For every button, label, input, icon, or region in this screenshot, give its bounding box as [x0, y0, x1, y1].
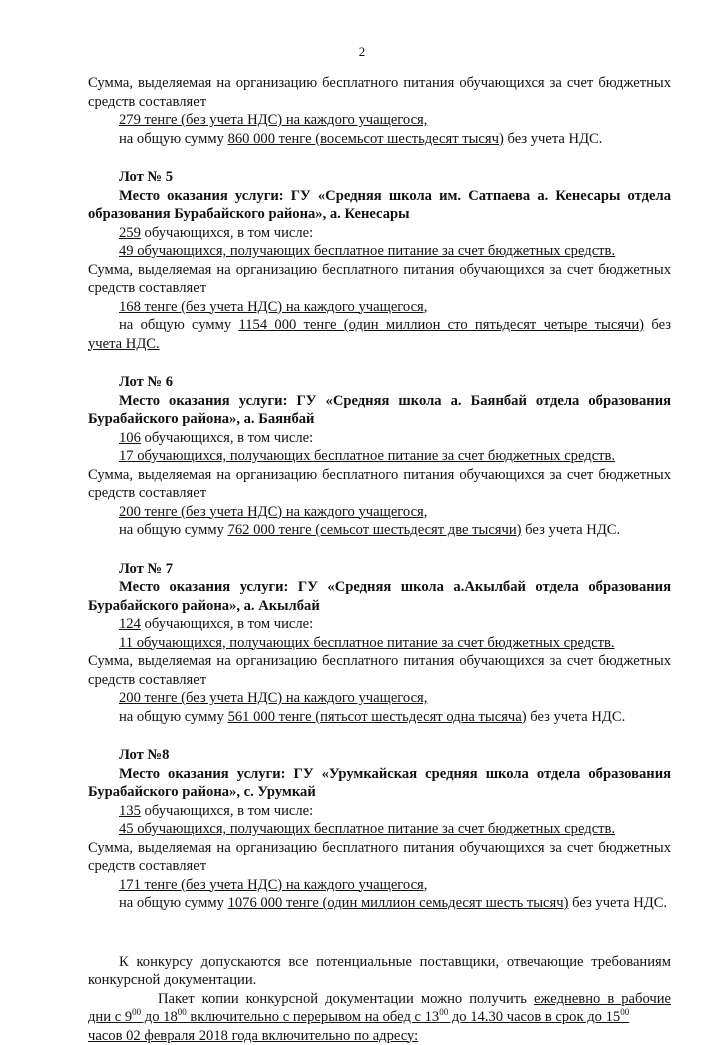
docs-schedule-line: дни с $9^{00}$ до $18^{00}$ включительно с перерывом на обед с $13^{00}$ до 14.30 часов в срок до $15^{00}$	[88, 1008, 671, 1027]
lot-title: Лот № 7	[88, 560, 671, 579]
lot-section	[88, 373, 671, 540]
lot-place-line-2: Бурабайского района», а. Акылбай	[88, 597, 671, 616]
lot-place-line: Место оказания услуги: ГУ «Урумкайская средняя школа отдела образования	[88, 765, 671, 784]
lot-total: на общую сумму 1154 000 тенге (один миллион сто пятьдесят четыре тысячи) без	[88, 316, 671, 335]
lot-per-student: 168 тенге (без учета НДС) на каждого учащегося,	[88, 298, 671, 317]
lot-place-line: Место оказания услуги: ГУ «Средняя школа им. Сатпаева а. Кенесары отдела	[88, 187, 671, 206]
lot-students: 135 обучающихся, в том числе:	[88, 802, 671, 821]
lot-sum-line: Сумма, выделяемая на организацию бесплатного питания обучающихся за счет бюджетных	[88, 261, 671, 280]
lot-sum-line-2: средств составляет	[88, 857, 671, 876]
lot-section	[88, 168, 671, 353]
lot-total-line-2: учета НДС.	[88, 335, 671, 354]
intro-total: на общую сумму 860 000 тенге (восемьсот шестьдесят тысяч) без учета НДС.	[88, 130, 671, 149]
page-number: 2	[0, 44, 724, 60]
lot-section	[88, 560, 671, 727]
lot-free-meals: 49 обучающихся, получающих бесплатное питание за счет бюджетных средств.	[88, 242, 671, 261]
lot-title: Лот № 6	[88, 373, 671, 392]
docs-availability-line: Пакет копии конкурсной документации можно получить ежедневно в рабочие	[88, 990, 671, 1009]
lot-students: 124 обучающихся, в том числе:	[88, 615, 671, 634]
lot-free-meals: 45 обучающихся, получающих бесплатное питание за счет бюджетных средств.	[88, 820, 671, 839]
lot-place-line: Место оказания услуги: ГУ «Средняя школа а. Баянбай отдела образования	[88, 392, 671, 411]
intro-per-student: 279 тенге (без учета НДС) на каждого учащегося,	[88, 111, 671, 130]
lot-free-meals: 11 обучающихся, получающих бесплатное питание за счет бюджетных средств.	[88, 634, 671, 653]
lot-title: Лот №8	[88, 746, 671, 765]
docs-deadline-line: часов 02 февраля 2018 года включительно по адресу:	[88, 1027, 671, 1045]
eligibility-paragraph-2: конкурсной документации.	[88, 971, 671, 990]
eligibility-paragraph: К конкурсу допускаются все потенциальные поставщики, отвечающие требованиям	[88, 953, 671, 972]
lot-total: на общую сумму 1076 000 тенге (один миллион семьдесят шесть тысяч) без учета НДС.	[88, 894, 671, 913]
lot-students: 259 обучающихся, в том числе:	[88, 224, 671, 243]
lot-place-line: Место оказания услуги: ГУ «Средняя школа а.Акылбай отдела образования	[88, 578, 671, 597]
lot-free-meals: 17 обучающихся, получающих бесплатное питание за счет бюджетных средств.	[88, 447, 671, 466]
document-body	[88, 74, 671, 1045]
lot-per-student: 171 тенге (без учета НДС) на каждого учащегося,	[88, 876, 671, 895]
lot-section	[88, 746, 671, 913]
lot-sum-line: Сумма, выделяемая на организацию бесплатного питания обучающихся за счет бюджетных	[88, 466, 671, 485]
intro-sum-line: Сумма, выделяемая на организацию бесплатного питания обучающихся за счет бюджетных	[88, 74, 671, 93]
lot-sum-line-2: средств составляет	[88, 484, 671, 503]
lot-sum-line-2: средств составляет	[88, 671, 671, 690]
lot-title: Лот № 5	[88, 168, 671, 187]
lot-total: на общую сумму 561 000 тенге (пятьсот шестьдесят одна тысяча) без учета НДС.	[88, 708, 671, 727]
lot-students: 106 обучающихся, в том числе:	[88, 429, 671, 448]
lot-per-student: 200 тенге (без учета НДС) на каждого учащегося,	[88, 503, 671, 522]
lot-place-line-2: Бурабайского района», с. Урумкай	[88, 783, 671, 802]
lot-per-student: 200 тенге (без учета НДС) на каждого учащегося,	[88, 689, 671, 708]
lot-place-line-2: образования Бурабайского района», а. Кенесары	[88, 205, 671, 224]
lot-sum-line: Сумма, выделяемая на организацию бесплатного питания обучающихся за счет бюджетных	[88, 839, 671, 858]
lot-sum-line: Сумма, выделяемая на организацию бесплатного питания обучающихся за счет бюджетных	[88, 652, 671, 671]
lot-sum-line-2: средств составляет	[88, 279, 671, 298]
lot-place-line-2: Бурабайского района», а. Баянбай	[88, 410, 671, 429]
lot-total: на общую сумму 762 000 тенге (семьсот шестьдесят две тысячи) без учета НДС.	[88, 521, 671, 540]
intro-sum-line-2: средств составляет	[88, 93, 671, 112]
